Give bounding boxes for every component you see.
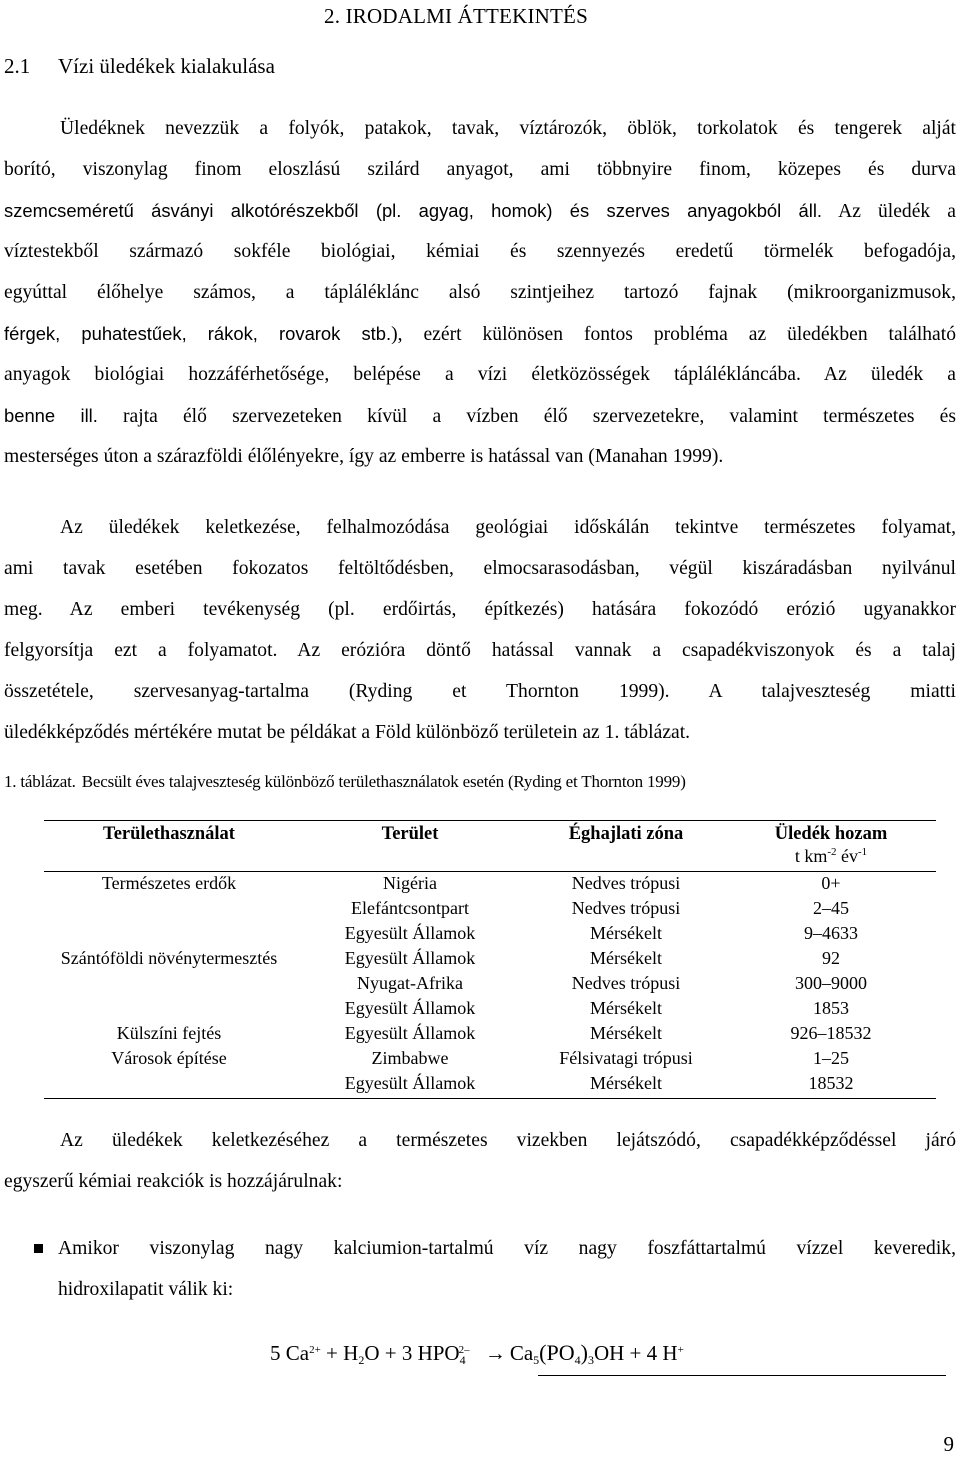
text-line-sans-part: benne ill.: [4, 405, 98, 426]
cell-climate-zone: Mérsékelt: [590, 1073, 662, 1093]
text-line: Üledéknek nevezzük a folyók, patakok, tavak, víztározók, öblök, torkolatok és tengerek alját: [60, 118, 956, 139]
column-header-land-use: Területhasználat: [103, 824, 235, 844]
column-header-climate-zone: Éghajlati zóna: [568, 824, 684, 844]
table-row: [44, 1021, 936, 1046]
cell-sediment-yield: 300–9000: [795, 973, 867, 993]
cell-sediment-yield: 9–4633: [804, 923, 858, 943]
table-caption-number: 1. táblázat.: [4, 772, 76, 791]
eq-hpo-sub: 4: [459, 1353, 466, 1367]
table-caption: [4, 772, 686, 792]
text-line-sans-part: szemcseméretű ásványi alkotórészekből (pl. agyag, homok) és szerves anyagokból áll.: [4, 200, 823, 221]
cell-climate-zone: Mérsékelt: [590, 923, 662, 943]
cell-area: Egyesült Államok: [344, 948, 476, 968]
cell-area: Elefántcsontpart: [351, 898, 469, 918]
text-line-tail: ), ezért különösen fontos probléma az üledékben található: [391, 324, 956, 345]
eq-water-sub: 2: [358, 1353, 365, 1367]
text-line: [4, 395, 956, 436]
cell-area: Egyesült Államok: [344, 923, 476, 943]
cell-land-use: [44, 1071, 294, 1096]
eq-product-po: (PO: [539, 1340, 575, 1365]
paragraph-1: [4, 108, 956, 477]
page-number: 9: [943, 1432, 954, 1456]
cell-sediment-yield: 92: [822, 948, 840, 968]
text-line: üledékképződés mértékére mutat be példákat a Föld különböző területein az 1. táblázat.: [4, 722, 691, 743]
cell-land-use: [44, 921, 294, 946]
eq-hydrogen: + 4 H: [624, 1341, 678, 1365]
cell-land-use: Természetes erdők: [101, 873, 237, 893]
cell-climate-zone: Nedves trópusi: [571, 873, 681, 893]
cell-climate-zone: Mérsékelt: [590, 948, 662, 968]
square-bullet-icon: [34, 1244, 43, 1253]
text-line: egyúttal élőhelye számos, a tápláléklánc alsó szintjeihez tartozó fajnak (mikroorganizmusok,: [4, 282, 956, 303]
cell-land-use: Szántóföldi növénytermesztés: [60, 948, 278, 968]
table-row: [44, 1046, 936, 1071]
section-heading: [4, 54, 275, 79]
column-header-sediment-yield: Üledék hozam: [774, 824, 888, 844]
text-line-tail: rajta élő szervezeteken kívül a vízben élő szervezetekre, valamint természetes és: [123, 406, 957, 427]
eq-product-ca: Ca: [509, 1341, 534, 1365]
cell-land-use: [44, 971, 294, 996]
reaction-arrow-icon: →: [484, 1341, 506, 1365]
text-line: egyszerű kémiai reakciók is hozzájárulnak:: [4, 1171, 343, 1192]
cell-sediment-yield: 1853: [813, 998, 849, 1018]
eq-hpo: O + 3 HPO: [364, 1341, 460, 1365]
paragraph-3: [4, 1120, 956, 1202]
bullet-text: [58, 1228, 956, 1310]
eq-hydrogen-charge: +: [677, 1344, 684, 1356]
unit-ev: év: [836, 846, 858, 866]
section-title: Vízi üledékek kialakulása: [58, 54, 275, 78]
text-line: felgyorsítja ezt a folyamatot. Az erózióra döntő hatással vannak a csapadékviszonyok és a talaj: [4, 640, 956, 661]
unit-t-km: t km: [794, 846, 828, 866]
eq-calcium-charge: 2+: [309, 1344, 321, 1356]
text-line: [4, 313, 956, 354]
cell-area: Nyugat-Afrika: [357, 973, 463, 993]
table-body: [44, 871, 936, 1096]
text-line: víztestekből származó sokféle biológiai, kémiai és szennyezés eredetű törmelék befogadója,: [4, 241, 956, 262]
eq-calcium: 5 Ca: [270, 1341, 310, 1365]
table-rule-bottom: [44, 1098, 936, 1099]
text-line: Az üledékek keletkezéséhez a természetes vizekben lejátszódó, csapadékképződéssel járó: [60, 1130, 956, 1151]
text-line-tail: Az üledék a: [838, 201, 957, 222]
text-line: borító, viszonylag finom eloszlású szilárd anyagot, ami többnyire finom, közepes és durva: [4, 159, 956, 180]
table-row: [44, 996, 936, 1021]
cell-climate-zone: Nedves trópusi: [571, 973, 681, 993]
table-row: [44, 896, 936, 921]
column-header-area: Terület: [381, 824, 439, 844]
text-line-sans-part: férgek, puhatestűek, rákok, rovarok stb.: [4, 323, 392, 344]
cell-area: Nigéria: [383, 873, 437, 893]
cell-sediment-yield: 926–18532: [790, 1023, 872, 1043]
cell-sediment-yield: 1–25: [813, 1048, 849, 1068]
cell-climate-zone: Félsivatagi trópusi: [559, 1048, 693, 1068]
eq-product-ca-sub: 5: [533, 1353, 540, 1367]
cell-sediment-yield: 18532: [808, 1073, 854, 1093]
unit-ev-exponent: -1: [858, 846, 868, 858]
table-row: [44, 946, 936, 971]
table-row: [44, 871, 936, 896]
cell-climate-zone: Mérsékelt: [590, 998, 662, 1018]
text-line: [4, 190, 956, 231]
text-line: összetétele, szervesanyag-tartalma (Ryding et Thornton 1999). A talajveszteség miatti: [4, 681, 956, 702]
cell-area: Egyesült Államok: [344, 1073, 476, 1093]
eq-product-underline: [538, 1375, 946, 1376]
cell-land-use: Városok építése: [111, 1048, 227, 1068]
cell-land-use: Külszíni fejtés: [116, 1023, 222, 1043]
text-line: meg. Az emberi tevékenység (pl. erdőirtás, építkezés) hatására fokozódó erózió ugyanakkor: [4, 599, 956, 620]
table-row: [44, 1071, 936, 1096]
text-line: hidroxilapatit válik ki:: [58, 1279, 234, 1300]
text-line: ami tavak esetében fokozatos feltöltődésben, elmocsarasodásban, végül kiszáradásban nyilvánul: [4, 558, 956, 579]
cell-climate-zone: Mérsékelt: [590, 1023, 662, 1043]
eq-product-paren-close: ): [580, 1340, 588, 1365]
text-line: Az üledékek keletkezése, felhalmozódása geológiai időskálán tekintve természetes folyamat,: [60, 517, 956, 538]
chapter-title: 2. IRODALMI ÁTTEKINTÉS: [324, 4, 588, 28]
text-line: anyagok biológiai hozzáférhetősége, belépése a vízi életközösségek táplálékláncába. Az üledék a: [4, 364, 956, 385]
unit-label: [726, 846, 936, 871]
eq-product-po-sub: 4: [574, 1353, 581, 1367]
table-row: [44, 921, 936, 946]
section-number: 2.1: [4, 54, 31, 78]
eq-product-oh: OH: [593, 1341, 625, 1365]
cell-area: Egyesült Államok: [344, 998, 476, 1018]
eq-water-h: + H: [320, 1341, 359, 1365]
cell-land-use: [44, 996, 294, 1021]
cell-area: Egyesült Államok: [344, 1023, 476, 1043]
text-line: mesterséges úton a szárazföldi élőlényekre, így az emberre is hatással van (Manahan 1999).: [4, 446, 724, 467]
cell-sediment-yield: 0+: [821, 873, 841, 893]
cell-sediment-yield: 2–45: [813, 898, 849, 918]
chemical-equation: [270, 1340, 684, 1366]
table-row: [44, 971, 936, 996]
cell-land-use: [44, 896, 294, 921]
paragraph-2: [4, 507, 956, 753]
eq-product-group-sub: 3: [587, 1353, 594, 1367]
text-line: Amikor viszonylag nagy kalciumion-tartalmú víz nagy foszfáttartalmú vízzel keveredik,: [58, 1238, 956, 1259]
eq-hpo-charge: 2–: [458, 1344, 470, 1356]
cell-area: Zimbabwe: [371, 1048, 449, 1068]
table-caption-text: Becsült éves talajveszteség különböző területhasználatok esetén (Ryding et Thornton 1999): [81, 772, 686, 791]
cell-climate-zone: Nedves trópusi: [571, 898, 681, 918]
unit-km-exponent: -2: [827, 846, 837, 858]
